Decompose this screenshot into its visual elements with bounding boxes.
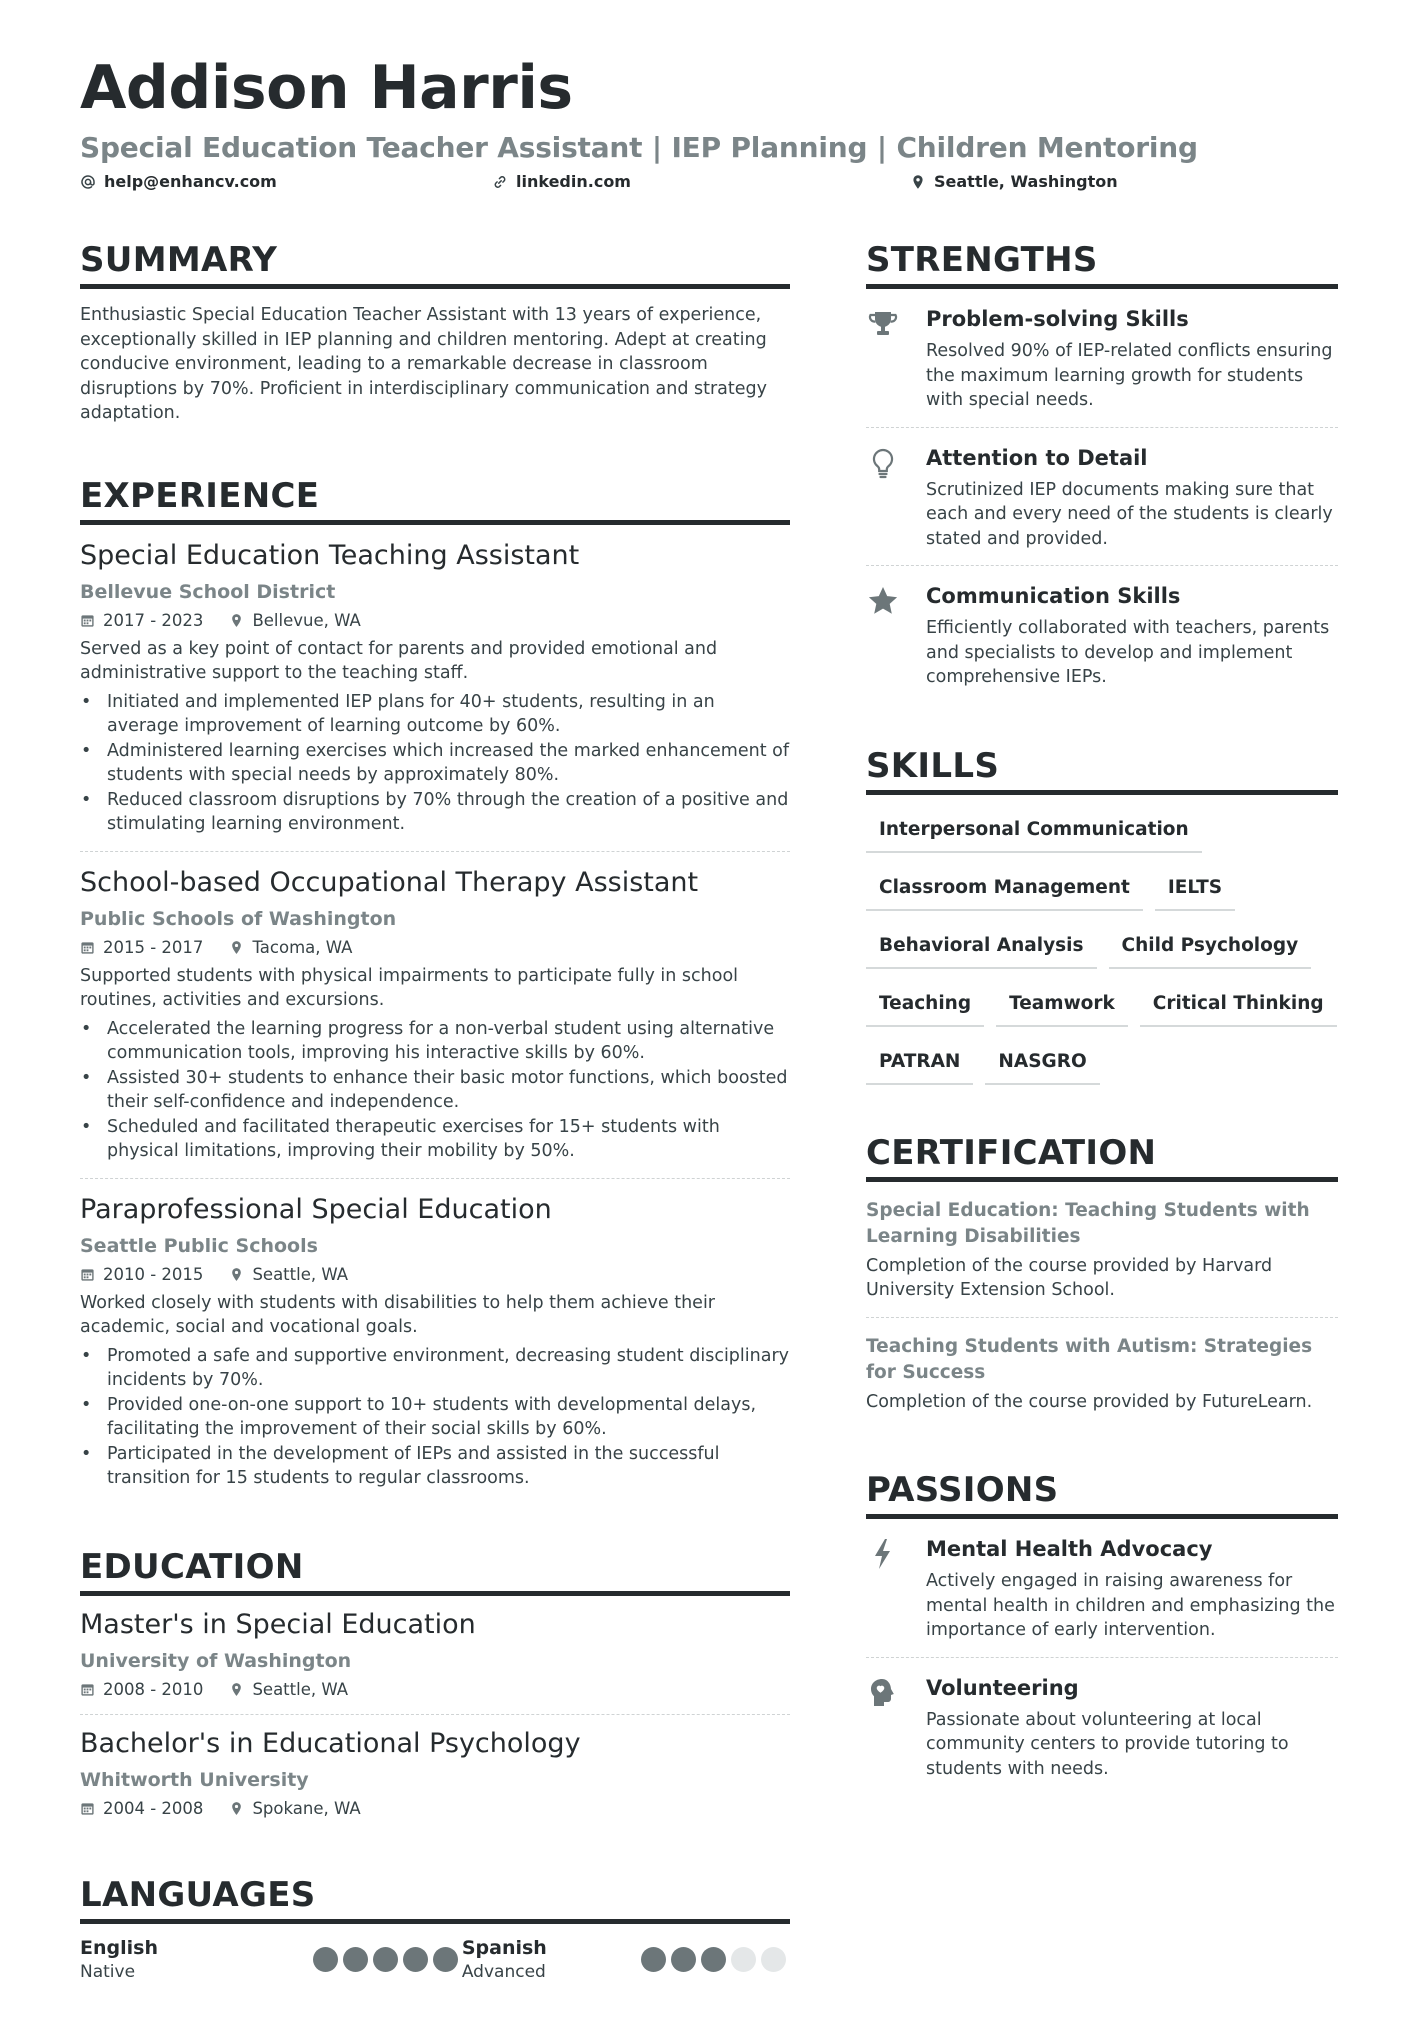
rating-dot-empty bbox=[761, 1947, 786, 1972]
employer: Bellevue School District bbox=[80, 580, 336, 603]
education-meta bbox=[80, 1797, 790, 1821]
candidate-name: Addison Harris bbox=[80, 53, 573, 123]
job-bullets bbox=[80, 1017, 790, 1164]
language-level: Native bbox=[80, 1961, 136, 1982]
education-entry bbox=[80, 1596, 790, 1715]
job-location bbox=[229, 609, 360, 633]
skill-tag: Critical Thinking bbox=[1140, 983, 1337, 1027]
language-rating bbox=[641, 1947, 786, 1972]
candidate-headline: Special Education Teacher Assistant | IEP Planning | Children Mentoring bbox=[80, 131, 1198, 164]
experience-heading: EXPERIENCE bbox=[80, 474, 790, 525]
skills-heading: SKILLS bbox=[866, 744, 1338, 795]
calendar-icon bbox=[80, 1682, 95, 1697]
skill-tag: Teamwork bbox=[996, 983, 1128, 1027]
bullet-item: • Reduced classroom disruptions by 70% through the creation of a positive and stimulating learning environment. bbox=[80, 788, 790, 837]
strengths-section bbox=[866, 238, 1338, 704]
experience-entry bbox=[80, 1179, 790, 1505]
language-level: Advanced bbox=[461, 1961, 546, 1982]
job-dates bbox=[80, 1263, 203, 1287]
strength-item bbox=[866, 428, 1338, 567]
rating-dot-filled bbox=[701, 1947, 726, 1972]
passion-item bbox=[866, 1658, 1338, 1796]
language-text bbox=[80, 1936, 158, 1984]
languages-heading: LANGUAGES bbox=[80, 1873, 790, 1924]
skill-tag: Classroom Management bbox=[866, 867, 1143, 911]
education-meta bbox=[80, 1678, 790, 1702]
job-meta bbox=[80, 1263, 790, 1287]
contact-email[interactable] bbox=[80, 172, 277, 191]
degree-title: Bachelor's in Educational Psychology bbox=[80, 1727, 581, 1759]
strength-desc: Scrutinized IEP documents making sure that each and every need of the students is clearly stated and provided. bbox=[926, 479, 1333, 549]
email-text: help@enhancv.com bbox=[104, 172, 277, 191]
strength-item bbox=[866, 566, 1338, 704]
strength-title: Attention to Detail bbox=[926, 445, 1148, 470]
certification-item bbox=[866, 1182, 1338, 1318]
strengths-heading: STRENGTHS bbox=[866, 238, 1338, 289]
bullet-item: • Participated in the development of IEPs and assisted in the successful transition for 15 students to regular classrooms. bbox=[80, 1442, 790, 1491]
school-name: Whitworth University bbox=[80, 1768, 309, 1791]
rating-dot-filled bbox=[433, 1947, 458, 1972]
dates-text: 2010 - 2015 bbox=[103, 1264, 204, 1284]
rating-dot-filled bbox=[671, 1947, 696, 1972]
skill-tag: Interpersonal Communication bbox=[866, 809, 1202, 853]
left-column bbox=[80, 238, 790, 2024]
bullet-item: • Assisted 30+ students to enhance their basic motor functions, which boosted their self-confidence and independence. bbox=[80, 1066, 790, 1115]
passion-item bbox=[866, 1519, 1338, 1658]
dates-text: 2015 - 2017 bbox=[103, 937, 204, 957]
language-name: Spanish bbox=[461, 1936, 547, 1959]
calendar-icon bbox=[80, 1267, 95, 1282]
passion-desc: Actively engaged in raising awareness for mental health in children and emphasizing the importance of early intervention. bbox=[926, 1571, 1335, 1640]
star-icon bbox=[866, 584, 900, 618]
degree-title: Master's in Special Education bbox=[80, 1608, 476, 1640]
strength-content bbox=[926, 582, 1338, 690]
trophy-icon bbox=[866, 307, 900, 341]
job-bullets bbox=[80, 1344, 790, 1491]
bullet-item: • Provided one-on-one support to 10+ students with developmental delays, facilitating the improvement of their social skills by 60%. bbox=[80, 1393, 790, 1442]
rating-dot-filled bbox=[403, 1947, 428, 1972]
strength-icon-wrap bbox=[866, 444, 926, 552]
location-text: Seattle, WA bbox=[252, 1679, 349, 1699]
passion-icon-wrap bbox=[866, 1674, 926, 1782]
summary-text: Enthusiastic Special Education Teacher Assistant with 13 years of experience, exceptionally skilled in IEP planning and children mentoring. Adept at creating conducive environment, leading to a remarkable decrease in classroom disruptions by 70%. Proficient in interdisciplinary communication and strategy adaptation. bbox=[80, 305, 767, 423]
passions-section bbox=[866, 1468, 1338, 1795]
job-description: Supported students with physical impairments to participate fully in school routines, activities and excursions. bbox=[80, 965, 739, 1010]
rating-dot-filled bbox=[313, 1947, 338, 1972]
job-description: Served as a key point of contact for parents and provided emotional and administrative support to the teaching staff. bbox=[80, 638, 718, 683]
languages-section bbox=[80, 1873, 790, 1984]
employer: Seattle Public Schools bbox=[80, 1234, 318, 1257]
at-icon bbox=[80, 174, 96, 190]
experience-entry bbox=[80, 525, 790, 852]
location-pin-icon bbox=[229, 1267, 244, 1282]
certification-title: Special Education: Teaching Students with Learning Disabilities bbox=[866, 1199, 1310, 1247]
skill-tag: NASGRO bbox=[985, 1041, 1099, 1085]
strength-icon-wrap bbox=[866, 305, 926, 413]
location-pin-icon bbox=[229, 1801, 244, 1816]
strength-item bbox=[866, 289, 1338, 428]
passion-title: Volunteering bbox=[926, 1675, 1079, 1700]
job-meta bbox=[80, 936, 790, 960]
certification-heading: CERTIFICATION bbox=[866, 1131, 1338, 1182]
strength-title: Communication Skills bbox=[926, 584, 1181, 608]
certification-desc: Completion of the course provided by Harvard University Extension School. bbox=[866, 1255, 1273, 1300]
strength-content bbox=[926, 305, 1338, 413]
contact-linkedin[interactable] bbox=[492, 172, 631, 191]
certification-section bbox=[866, 1131, 1338, 1429]
skill-tag: PATRAN bbox=[866, 1041, 973, 1085]
employer: Public Schools of Washington bbox=[80, 907, 397, 930]
language-text bbox=[462, 1936, 547, 1984]
location-text: Tacoma, WA bbox=[252, 937, 353, 957]
bullet-item: • Accelerated the learning progress for a non-verbal student using alternative communication tools, improving his interactive skills by 60%. bbox=[80, 1017, 790, 1066]
passion-content bbox=[926, 1674, 1338, 1782]
skill-tag: IELTS bbox=[1155, 867, 1235, 911]
rating-dot-filled bbox=[641, 1947, 666, 1972]
job-bullets bbox=[80, 690, 790, 837]
dates-text: 2004 - 2008 bbox=[103, 1798, 204, 1818]
languages-list bbox=[80, 1936, 790, 1984]
skill-tag: Teaching bbox=[866, 983, 984, 1027]
job-title: Special Education Teaching Assistant bbox=[80, 539, 580, 571]
bullet-item: • Scheduled and facilitated therapeutic exercises for 15+ students with physical limitations, improving their mobility by 50%. bbox=[80, 1115, 790, 1164]
job-dates bbox=[80, 936, 203, 960]
summary-heading: SUMMARY bbox=[80, 238, 790, 289]
right-column bbox=[866, 238, 1338, 1835]
education-location bbox=[229, 1797, 360, 1821]
location-pin-icon bbox=[229, 1682, 244, 1697]
strength-content bbox=[926, 444, 1338, 552]
calendar-icon bbox=[80, 613, 95, 628]
head-heart-icon bbox=[866, 1676, 900, 1710]
certification-title: Teaching Students with Autism: Strategies for Success bbox=[866, 1335, 1313, 1383]
location-pin-icon bbox=[229, 940, 244, 955]
job-location bbox=[229, 1263, 348, 1287]
summary-section bbox=[80, 238, 790, 426]
contact-location bbox=[910, 172, 1118, 191]
skills-list bbox=[866, 809, 1338, 1085]
job-location bbox=[229, 936, 352, 960]
rating-dot-filled bbox=[373, 1947, 398, 1972]
passion-icon-wrap bbox=[866, 1535, 926, 1643]
strength-title: Problem-solving Skills bbox=[926, 307, 1189, 331]
strength-desc: Resolved 90% of IEP-related conflicts ensuring the maximum learning growth for students with special needs. bbox=[926, 341, 1333, 410]
education-dates bbox=[80, 1797, 203, 1821]
lightbulb-icon bbox=[866, 446, 900, 480]
skill-tag: Child Psychology bbox=[1109, 925, 1312, 969]
strength-desc: Efficiently collaborated with teachers, parents and specialists to develop and implement comprehensive IEPs. bbox=[926, 618, 1330, 687]
education-heading: EDUCATION bbox=[80, 1545, 790, 1596]
education-dates bbox=[80, 1678, 203, 1702]
linkedin-text: linkedin.com bbox=[516, 172, 631, 191]
language-item bbox=[462, 1936, 790, 1984]
location-pin-icon bbox=[910, 174, 926, 190]
location-text: Seattle, WA bbox=[252, 1264, 349, 1284]
job-meta bbox=[80, 609, 790, 633]
education-location bbox=[229, 1678, 348, 1702]
location-text: Spokane, WA bbox=[252, 1798, 361, 1818]
location-pin-icon bbox=[229, 613, 244, 628]
language-rating bbox=[313, 1947, 458, 1972]
passions-heading: PASSIONS bbox=[866, 1468, 1338, 1519]
rating-dot-filled bbox=[343, 1947, 368, 1972]
location-text: Seattle, Washington bbox=[934, 172, 1118, 191]
passion-content bbox=[926, 1535, 1338, 1643]
school-name: University of Washington bbox=[80, 1649, 352, 1672]
job-dates bbox=[80, 609, 203, 633]
education-section bbox=[80, 1545, 790, 1833]
passion-desc: Passionate about volunteering at local community centers to provide tutoring to students with needs. bbox=[926, 1709, 1289, 1779]
language-item bbox=[80, 1936, 462, 1984]
education-entry bbox=[80, 1715, 790, 1833]
lightning-icon bbox=[866, 1537, 900, 1571]
job-description: Worked closely with students with disabilities to help them achieve their academic, social and vocational goals. bbox=[80, 1292, 715, 1337]
passion-title: Mental Health Advocacy bbox=[926, 1537, 1213, 1561]
dates-text: 2017 - 2023 bbox=[103, 610, 204, 630]
experience-section bbox=[80, 474, 790, 1505]
certification-desc: Completion of the course provided by FutureLearn. bbox=[866, 1391, 1313, 1412]
rating-dot-empty bbox=[731, 1947, 756, 1972]
certification-item bbox=[866, 1318, 1338, 1429]
bullet-item: • Administered learning exercises which increased the marked enhancement of students with special needs by approximately 80%. bbox=[80, 739, 790, 788]
calendar-icon bbox=[80, 940, 95, 955]
skill-tag: Behavioral Analysis bbox=[866, 925, 1097, 969]
calendar-icon bbox=[80, 1801, 95, 1816]
job-title: School-based Occupational Therapy Assistant bbox=[80, 866, 699, 898]
experience-entry bbox=[80, 852, 790, 1179]
strength-icon-wrap bbox=[866, 582, 926, 690]
language-name: English bbox=[80, 1936, 158, 1959]
dates-text: 2008 - 2010 bbox=[103, 1679, 204, 1699]
link-icon bbox=[492, 174, 508, 190]
skills-section bbox=[866, 744, 1338, 1085]
location-text: Bellevue, WA bbox=[252, 610, 361, 630]
bullet-item: • Promoted a safe and supportive environment, decreasing student disciplinary incidents by 70%. bbox=[80, 1344, 790, 1393]
bullet-item: • Initiated and implemented IEP plans for 40+ students, resulting in an average improvement of learning outcome by 60%. bbox=[80, 690, 790, 739]
job-title: Paraprofessional Special Education bbox=[80, 1193, 552, 1225]
